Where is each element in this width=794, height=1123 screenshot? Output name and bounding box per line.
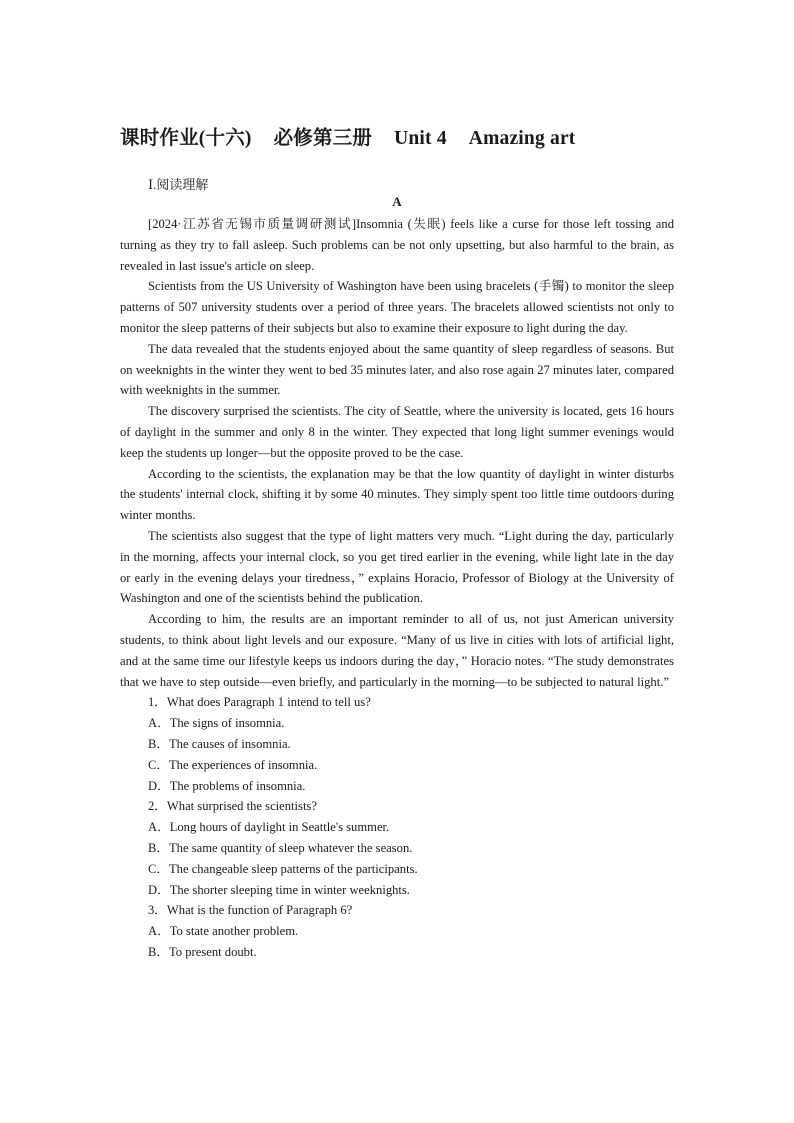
question-stem: 2．What surprised the scientists? — [148, 799, 317, 814]
title-part-3: Unit 4 — [394, 128, 447, 149]
page-title — [120, 122, 576, 150]
title-part-1: 课时作业(十六) — [120, 128, 252, 149]
paragraph-6: The scientists also suggest that the type of light matters very much. “Light during the day, particularly in the morning, affects your internal clock, so you get tired earlier in the evening, while light late in the day or early in the evening delays your tiredness，” explains Horacio, Professor of Biology at the University of Washington and one of the scientists behind the publication. — [120, 528, 674, 606]
option-b: B．To present doubt. — [148, 944, 257, 959]
paragraph-4: The discovery surprised the scientists. The city of Seattle, where the university is located, gets 16 hours of daylight in the summer and only 8 in the winter. They expected that long light summer evenings would keep the students up longer—but the opposite proved to be the case. — [120, 404, 674, 460]
paragraph-1: [2024·江苏省无锡市质量调研测试]Insomnia (失眠) feels like a curse for those left tossing and turning as they try to fall asleep. Such problems can be not only upsetting, but also harmful to the brain, as revealed in last issue's article on sleep. — [120, 217, 674, 273]
option-b: B．The same quantity of sleep whatever the season. — [148, 840, 413, 855]
question-2 — [120, 796, 674, 900]
option-c: C．The experiences of insomnia. — [148, 757, 318, 772]
title-part-2: 必修第三册 — [273, 128, 373, 149]
option-a: A．The signs of insomnia. — [148, 716, 285, 731]
paragraph-7: According to him, the results are an important reminder to all of us, not just American university students, to think about light levels and our exposure. “Many of us live in cities with lots of artificial light, and at the same time our lifestyle keeps us indoors during the day，” Horacio notes. “The study demonstrates that we have to step outside—even briefly, and particularly in the morning—to be subjected to natural light.” — [120, 612, 674, 689]
passage-label: A — [392, 194, 402, 209]
reading-passage — [120, 214, 674, 963]
option-d: D．The problems of insomnia. — [148, 778, 306, 793]
paragraph-3: The data revealed that the students enjoyed about the same quantity of sleep regardless of seasons. But on weeknights in the winter they went to bed 35 minutes later, and also rose again 27 minutes later, compared with weeknights in the summer. — [120, 341, 674, 398]
question-stem: 3．What is the function of Paragraph 6? — [148, 903, 353, 918]
title-part-4: Amazing art — [468, 128, 576, 149]
paragraph-5: According to the scientists, the explanation may be that the low quantity of daylight in winter disturbs the students' internal clock, shifting it by some 40 minutes. They simply spent too little time outdoors during winter months. — [120, 466, 674, 523]
option-a: A．To state another problem. — [148, 924, 299, 939]
section-heading: Ⅰ.阅读理解 — [148, 177, 209, 192]
option-b: B．The causes of insomnia. — [148, 736, 291, 751]
option-d: D．The shorter sleeping time in winter weeknights. — [148, 882, 410, 897]
question-3 — [120, 900, 674, 962]
option-c: C．The changeable sleep patterns of the participants. — [148, 861, 418, 876]
question-1 — [120, 692, 674, 796]
question-stem: 1．What does Paragraph 1 intend to tell us? — [148, 695, 371, 710]
paragraph-2: Scientists from the US University of Washington have been using bracelets (手镯) to monitor the sleep patterns of 507 university students over a period of three years. The bracelets allowed scientists not only to monitor the sleep patterns of their subjects but also to examine their exposure to light during the day. — [120, 279, 674, 335]
option-a: A．Long hours of daylight in Seattle's summer. — [148, 820, 390, 835]
